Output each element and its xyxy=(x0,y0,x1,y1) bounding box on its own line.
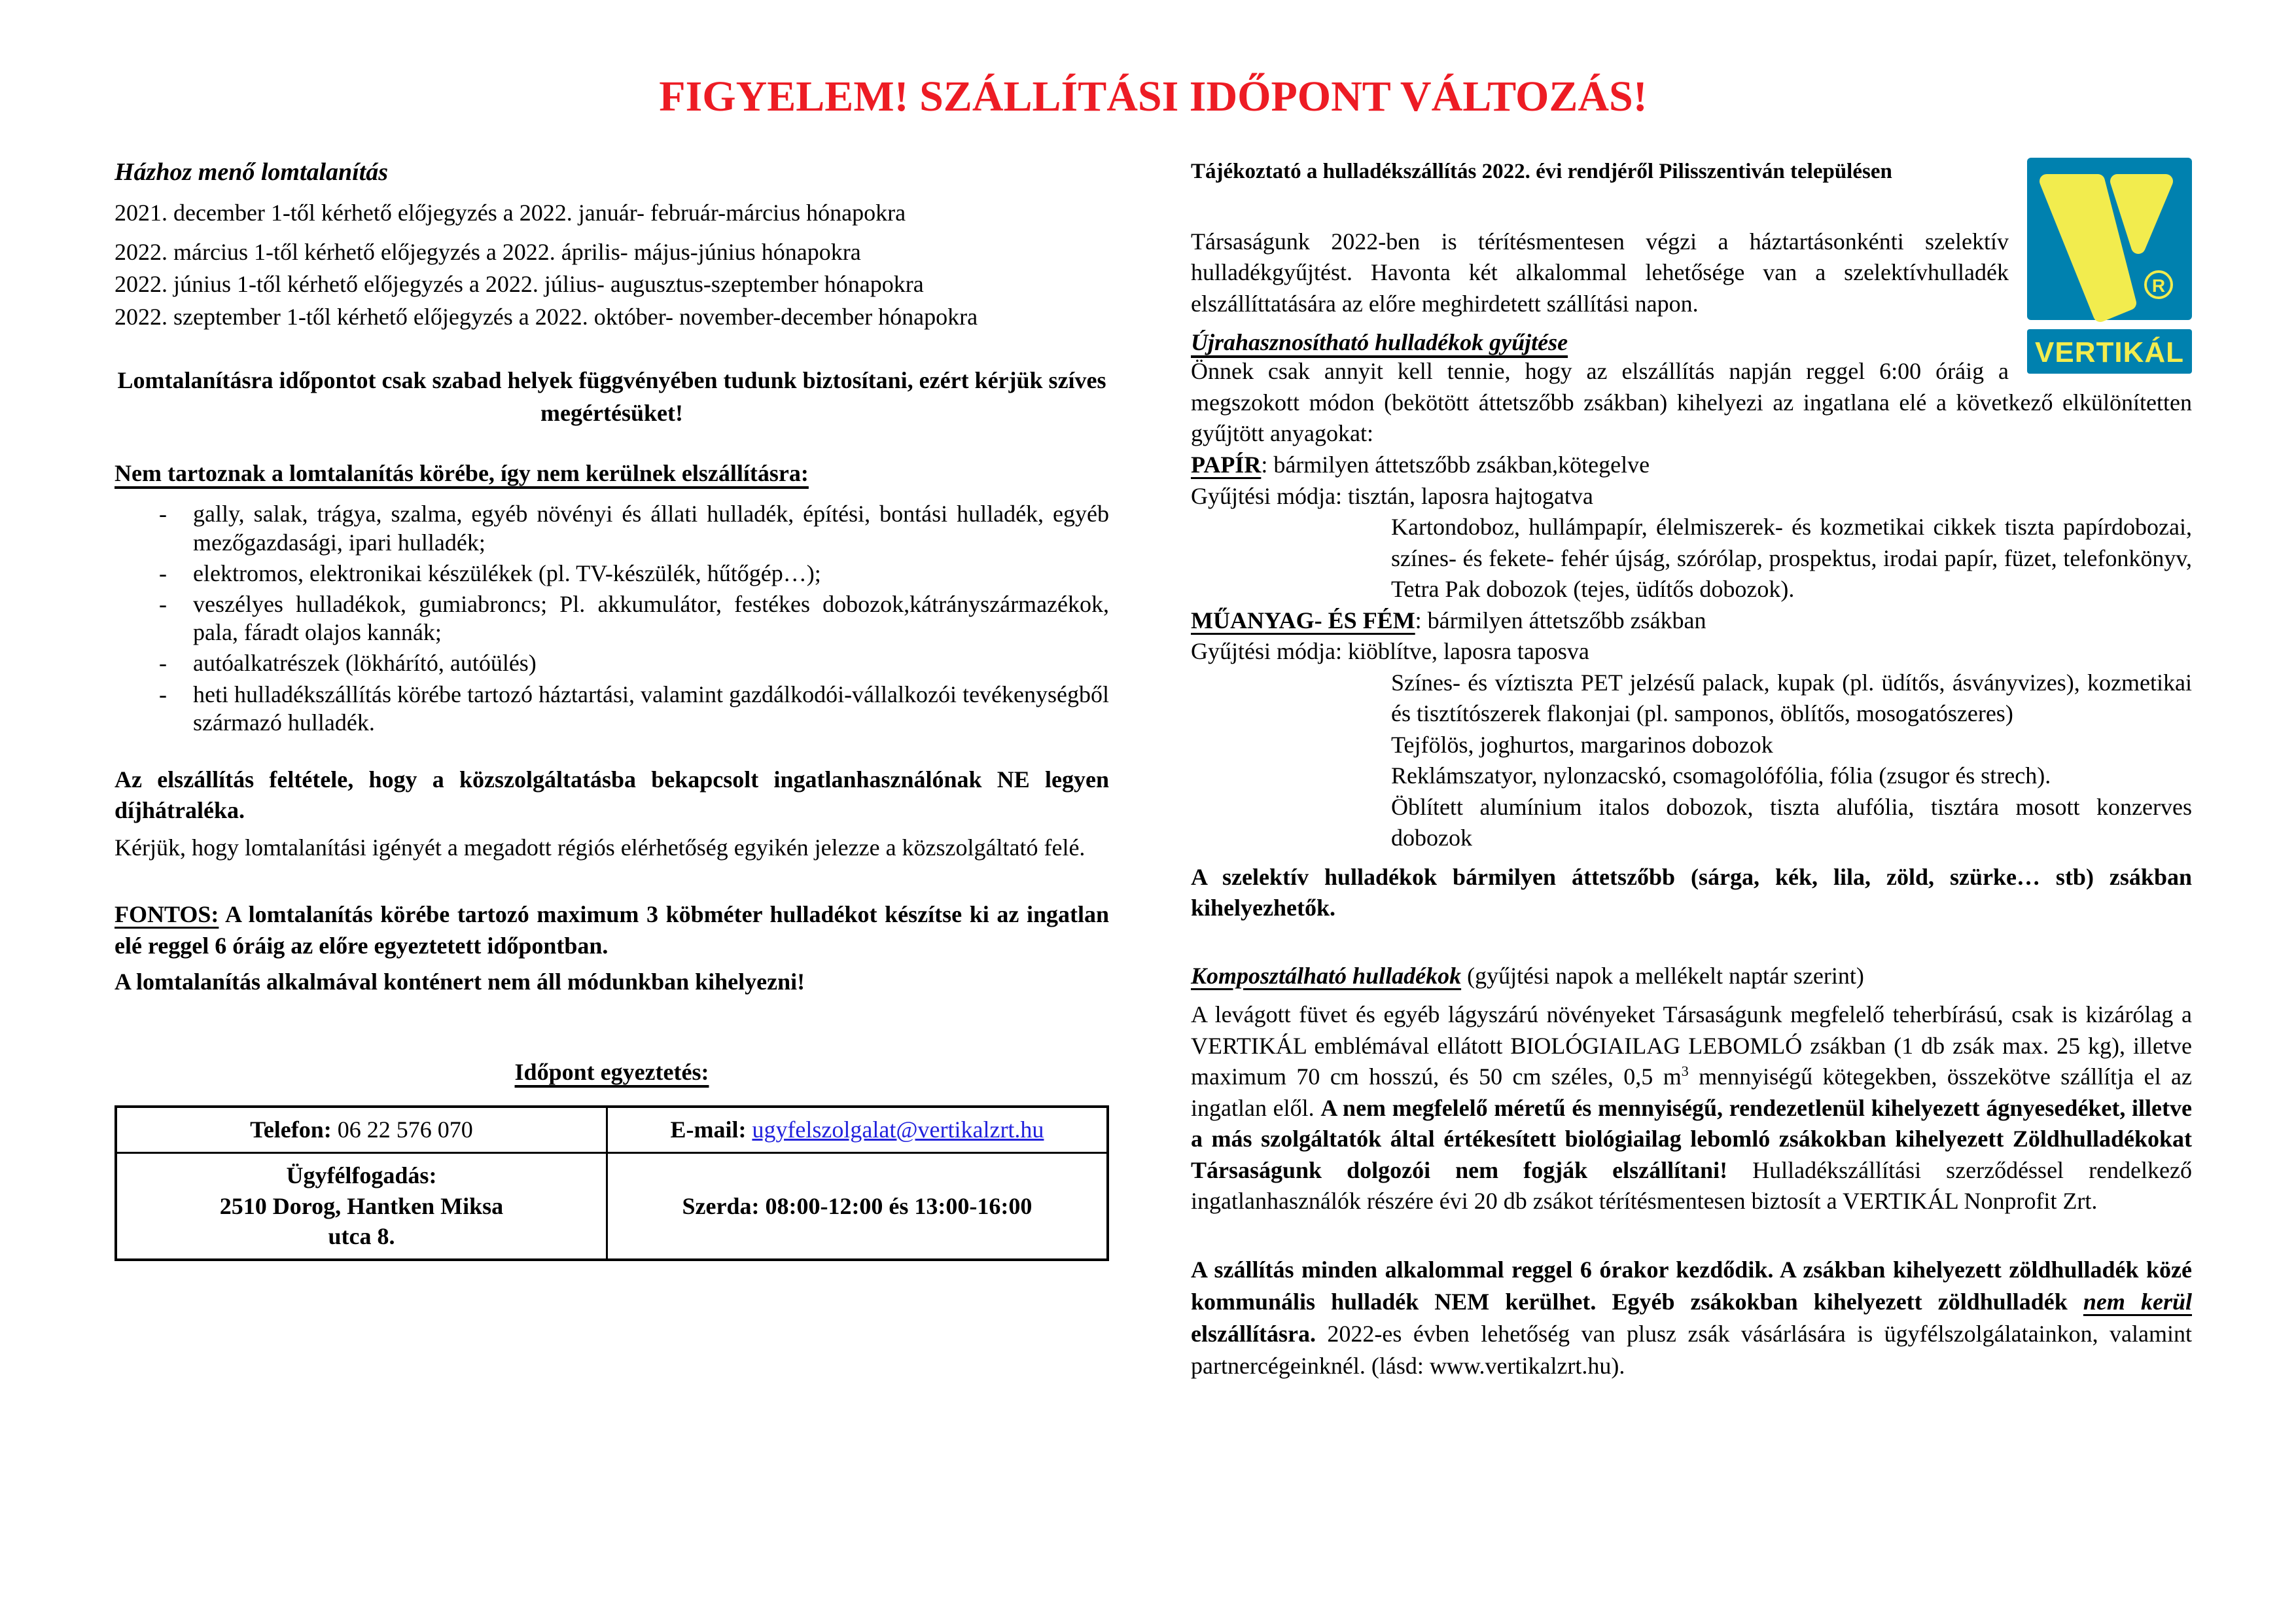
selective-note: A szelektív hulladékok bármilyen áttetszőbb (sárga, kék, lila, zöld, szürke… stb) zsákban kihelyezhetők. xyxy=(1191,863,2192,921)
list-item-text: gally, salak, trágya, szalma, egyéb növényi és állati hulladék, építési, bontási hulladék, egyéb mezőgazdasági, ipari hulladék; xyxy=(193,501,1109,556)
compost-text: mennyiségű kötegekben, összekötve szállítja el az ingatlan elől. xyxy=(1191,1063,2192,1121)
compost-text: A levágott füvet és egyéb lágyszárú növényeket Társaságunk megfelelő teherbírású, csak is kizárólag a VERTIKÁL emblémával ellátott BIOLÓGIAILAG LEBOMLÓ zsákban (1 db zsák max. 25 kg), illetve maximum 70 cm hosszú, és 50 cm széles, 0,5 m xyxy=(1191,1001,2192,1090)
schedule-line: 2021. december 1-től kérhető előjegyzés a 2022. január- február-március hónapokra xyxy=(115,200,906,226)
svg-text:R: R xyxy=(2151,276,2166,296)
vertikal-wordmark: VERTIKÁL xyxy=(2035,336,2184,368)
final-bold: elszállításra. xyxy=(1191,1320,1316,1347)
office-cell xyxy=(116,1152,607,1260)
list-item xyxy=(193,681,1109,737)
compost-warning: A nem megfelelő méretű és mennyiségű, rendezetlenül kihelyezett ágnyesedéket, illetve a más szolgáltatók által értékesített biológiailag lebomló zsákokban kihelyezett Zöldhulladékokat Társaságunk dolgozói nem fogják elszállítani! xyxy=(1191,1094,2192,1183)
left-column xyxy=(115,158,1109,1261)
plastic-method: Gyűjtési módja: kiöblítve, laposra taposva xyxy=(1191,638,1589,665)
paper-label: PAPÍR xyxy=(1191,451,1262,478)
right-section-heading: Tájékoztató a hulladékszállítás 2022. évi rendjéről Pilisszentiván településen xyxy=(1191,160,1892,183)
compost-label: Komposztálható hulladékok xyxy=(1191,962,1462,989)
table-row xyxy=(116,1107,1108,1152)
schedule-line: 2022. szeptember 1-től kérhető előjegyzés a 2022. október- november-december hónapokra xyxy=(115,304,978,330)
booking-schedule xyxy=(115,197,1109,334)
compost-suffix: (gyűjtési napok a mellékelt naptár szerint) xyxy=(1461,962,1864,989)
plastic-text: : bármilyen áttetszőbb zsákban xyxy=(1415,607,1706,633)
paper-text: : bármilyen áttetszőbb zsákban,kötegelve xyxy=(1261,451,1650,478)
container-note: A lomtalanítás alkalmával konténert nem áll módunkban kihelyezni! xyxy=(115,969,805,995)
page-title: FIGYELEM! SZÁLLÍTÁSI IDŐPONT VÁLTOZÁS! xyxy=(659,73,1648,120)
important-label: FONTOS: xyxy=(115,901,219,928)
final-text: 2022-es évben lehetőség van plusz zsák vásárlására is ügyfélszolgálatainkon, valamint partnercégeinknél. (lásd: www.vertikalzrt.hu). xyxy=(1191,1320,2192,1379)
paper-line xyxy=(1191,450,2192,481)
list-item xyxy=(193,500,1109,556)
plastic-detail: Tejfölös, joghurtos, margarinos dobozok xyxy=(1391,731,1773,758)
list-item-text: autóalkatrészek (lökhárító, autóülés) xyxy=(193,650,537,677)
left-section-heading: Házhoz menő lomtalanítás xyxy=(115,158,389,186)
list-item-text: heti hulladékszállítás körébe tartozó háztartási, valamint gazdálkodói-vállalkozói tevékenységből származó hulladék. xyxy=(193,681,1109,736)
office-line: utca 8. xyxy=(328,1223,395,1250)
list-item xyxy=(193,649,1109,677)
paper-detail: Kartondoboz, hullámpapír, élelmiszerek- és kozmetikai cikkek tiszta papírdobozai, színes- és fekete- fehér újság, szórólap, prospektus, irodai papír, füzet, telefonkönyv, Tetra Pak dobozok (tejes, üdítős dobozok). xyxy=(1391,514,2192,603)
schedule-line: 2022. március 1-től kérhető előjegyzés a 2022. április- május-június hónapokra xyxy=(115,238,861,265)
recyclable-intro: Önnek csak annyit kell tennie, hogy az elszállítás napján reggel 6:00 óráig a megszokott módon (bekötött áttetszőbb zsákban) kihelyezi az ingatlana elé a következő elkülönítetten gyűjtött anyagokat: xyxy=(1191,358,2192,447)
phone-value: 06 22 576 070 xyxy=(331,1116,473,1143)
vertikal-logo xyxy=(2027,158,2192,374)
schedule-line: 2022. június 1-től kérhető előjegyzés a 2022. július- augusztus-szeptember hónapokra xyxy=(115,271,924,298)
plastic-detail: Reklámszatyor, nylonzacskó, csomagolófólia, fólia (zsugor és strech). xyxy=(1391,762,2051,789)
compost-text: Hulladékszállítási szerződéssel rendelkező ingatlanhasználók részére évi 20 db zsákot térítésmentesen biztosít a VERTIKÁL Nonprofit Zrt. xyxy=(1191,1156,2192,1215)
two-column-layout xyxy=(115,158,2192,1382)
phone-cell xyxy=(116,1107,607,1152)
email-label: E-mail: xyxy=(670,1116,752,1143)
plastic-detail: Színes- és víztiszta PET jelzésű palack, kupak (pl. üdítős, ásványvizes), kozmetikai és tisztítószerek flakonjai (pl. samponos, öblítős, mosogatószeres) xyxy=(1391,669,2192,727)
plastic-label: MŰANYAG- ÉS FÉM xyxy=(1191,607,1415,633)
excluded-items-list xyxy=(193,500,1109,737)
phone-label: Telefon: xyxy=(250,1116,332,1143)
recyclable-heading: Újrahasznosítható hulladékok gyűjtése xyxy=(1191,329,1568,356)
list-item xyxy=(193,590,1109,647)
right-column xyxy=(1191,158,2192,1382)
contact-table xyxy=(115,1105,1109,1261)
compost-paragraph xyxy=(1191,999,2192,1217)
appointment-heading: Időpont egyeztetés: xyxy=(514,1058,709,1085)
office-hours-cell: Szerda: 08:00-12:00 és 13:00-16:00 xyxy=(607,1152,1108,1260)
compost-heading xyxy=(1191,961,2192,992)
cubic-meter-sup: 3 xyxy=(1681,1063,1689,1080)
office-line: 2510 Dorog, Hantken Miksa xyxy=(219,1192,504,1219)
email-link[interactable]: ugyfelszolgalat@vertikalzrt.hu xyxy=(752,1116,1044,1143)
important-paragraph xyxy=(115,899,1109,961)
contact-request: Kérjük, hogy lomtalanítási igényét a megadott régiós elérhetőség egyikén jelezze a közszolgáltató felé. xyxy=(115,834,1086,861)
availability-notice: Lomtalanításra időpontot csak szabad helyek függvényében tudunk biztosítani, ezért kérjük szíves megértésüket! xyxy=(117,366,1106,427)
final-paragraph xyxy=(1191,1254,2192,1382)
table-row xyxy=(116,1152,1108,1260)
final-bold: A szállítás minden alkalommal reggel 6 órakor kezdődik. A zsákban kihelyezett zöldhulladék közé kommunális hulladék NEM kerülhet. Egyéb zsákokban kihelyezett zöldhulladék xyxy=(1191,1256,2192,1315)
email-cell xyxy=(607,1107,1108,1152)
final-emphasis: nem kerül xyxy=(2083,1288,2192,1315)
list-item-text: veszélyes hulladékok, gumiabroncs; Pl. akkumulátor, festékes dobozok,kátrányszármazékok, pala, fáradt olajos kannák; xyxy=(193,591,1109,646)
excluded-items-heading: Nem tartoznak a lomtalanítás körébe, így nem kerülnek elszállításra: xyxy=(115,460,809,487)
plastic-line xyxy=(1191,605,2192,637)
intro-paragraph: Társaságunk 2022-ben is térítésmentesen végzi a háztartásonkénti szelektív hulladékgyűjtést. Havonta két alkalommal lehetősége van a szelektívhulladék elszállíttatására az előre meghirdetett szállítási napon. xyxy=(1191,228,2009,317)
important-text: A lomtalanítás körébe tartozó maximum 3 köbméter hulladékot készítse ki az ingatlan elé reggel 6 óráig az előre egyeztetett időpontban. xyxy=(115,901,1109,959)
no-debt-condition: Az elszállítás feltétele, hogy a közszolgáltatásba bekapcsolt ingatlanhasználónak NE legyen díjhátraléka. xyxy=(115,766,1109,823)
vertikal-logo-icon xyxy=(2027,158,2192,374)
paper-method: Gyűjtési módja: tisztán, laposra hajtogatva xyxy=(1191,482,1593,509)
list-item-text: elektromos, elektronikai készülékek (pl. TV-készülék, hűtőgép…); xyxy=(193,560,821,586)
office-line: Ügyfélfogadás: xyxy=(286,1162,437,1188)
list-item xyxy=(193,560,1109,588)
plastic-detail: Öblített alumínium italos dobozok, tiszta alufólia, tisztára mosott konzerves dobozok xyxy=(1391,793,2192,851)
